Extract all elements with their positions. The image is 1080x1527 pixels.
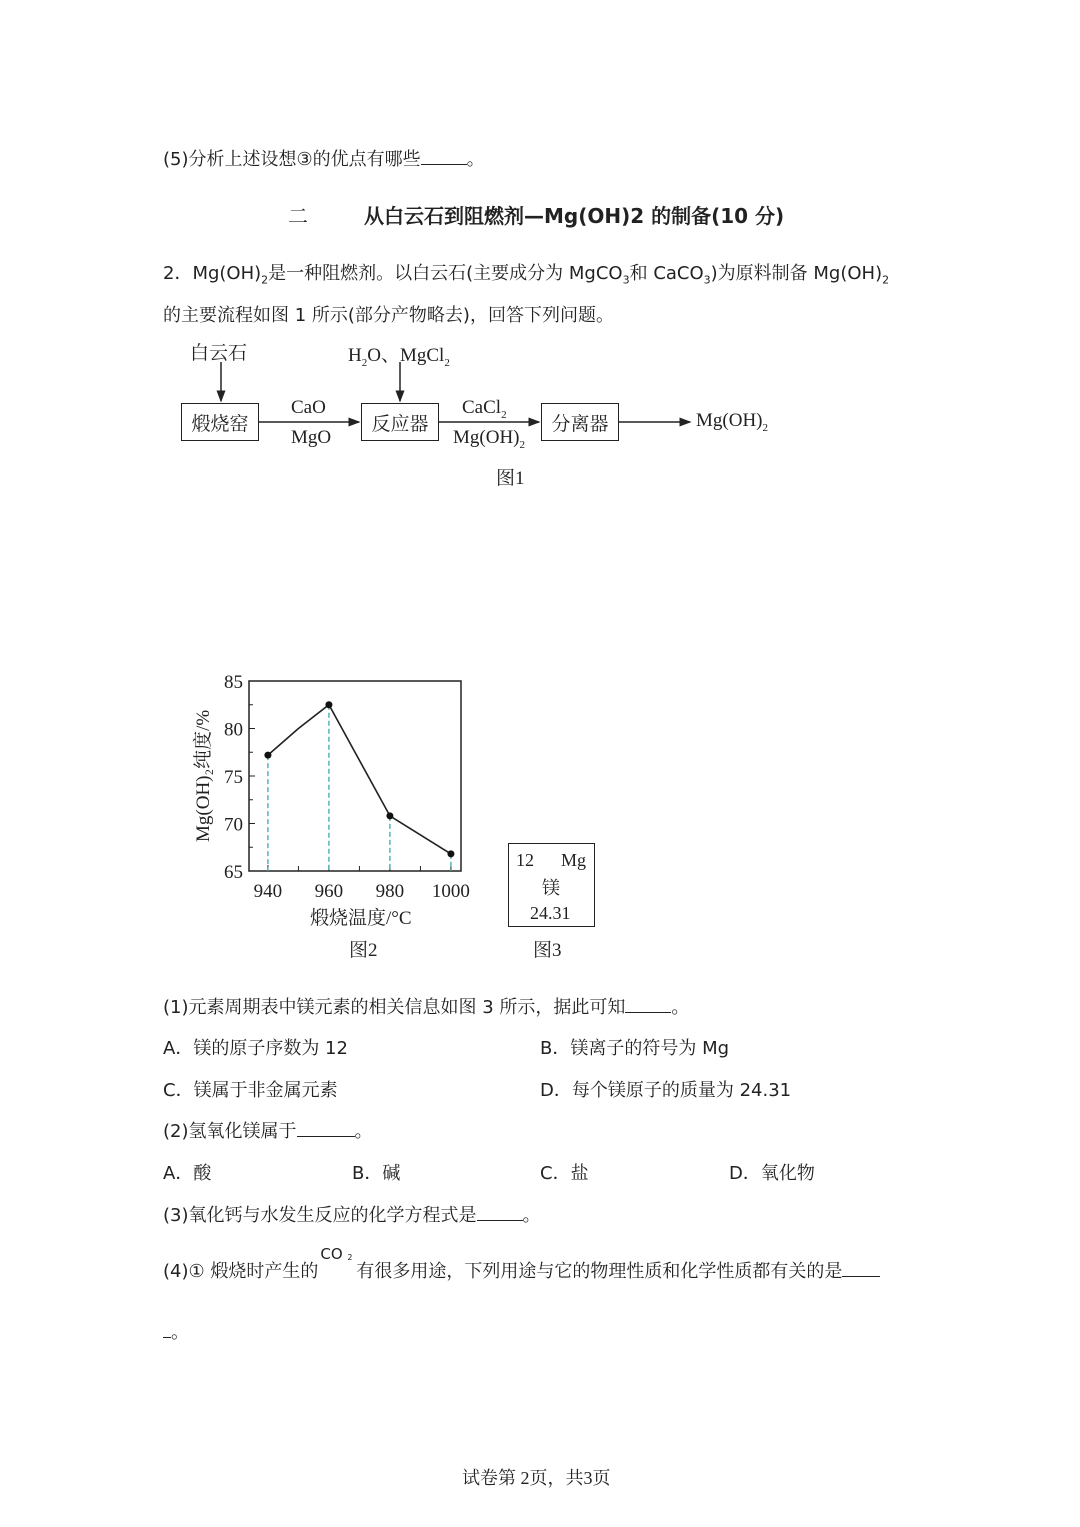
t: 。: [354, 1121, 373, 1142]
t: 是一种阻燃剂。以白云石(主要成分为 MgCO: [268, 263, 623, 284]
flow-box-separator: 分离器: [541, 403, 619, 441]
y-tick-label: 85: [224, 672, 243, 693]
t: CO: [320, 1245, 343, 1263]
figure-3-caption: 图3: [533, 940, 562, 961]
t: (4)① 煅烧时产生的: [163, 1261, 319, 1282]
flow-box-kiln: 煅烧窑: [181, 403, 259, 441]
plot-frame: [249, 681, 461, 871]
element-card-mg: [508, 843, 595, 927]
question-4-continued: [163, 1318, 189, 1344]
flow-input-reagents: $H_2O$、MgCl$_2$: [348, 345, 450, 369]
option-2d[interactable]: D．氧化物: [729, 1163, 815, 1184]
question-1: [163, 993, 689, 1019]
t: 2．Mg(OH): [163, 263, 262, 284]
question-2: [163, 1117, 373, 1143]
period: 。: [466, 149, 485, 170]
option-1c[interactable]: C．镁属于非金属元素: [163, 1080, 338, 1101]
option-1b[interactable]: B．镁离子的符号为 Mg: [540, 1038, 730, 1059]
data-point: [264, 752, 271, 759]
answer-blank: [163, 1323, 171, 1338]
element-symbol: Mg: [561, 850, 587, 870]
y-tick-label: 65: [224, 862, 243, 883]
t: (1)元素周期表中镁元素的相关信息如图 3 所示，据此可知: [163, 997, 626, 1018]
t: 有很多用途，下列用途与它的物理性质和化学性质都有关的是: [356, 1261, 843, 1282]
co2-formula: CO 2: [320, 1245, 353, 1263]
t: O、MgCl: [367, 345, 445, 366]
figure-1-caption: 图1: [496, 468, 525, 489]
y-tick-label: 75: [224, 767, 243, 788]
t: (3)氧化钙与水发生反应的化学方程式是: [163, 1205, 477, 1226]
section-title: 从白云石到阻燃剂—Mg(OH)2 的制备(10 分): [364, 204, 785, 228]
question-2-intro-line1: 2．$Mg(OH)_2$是一种阻燃剂。以白云石(主要成分为 MgCO$_3$和 CaCO$_3$)为原料制备 $Mg(OH)_2$: [163, 263, 890, 287]
t: )为原料制备 Mg(OH): [710, 263, 883, 284]
data-point: [447, 850, 454, 857]
answer-blank: [297, 1122, 355, 1137]
y-tick-label: 80: [224, 719, 243, 741]
page-footer: 试卷第 2页，共3页: [462, 1468, 611, 1488]
data-point: [325, 701, 332, 708]
question-4: [163, 1245, 880, 1283]
question-2-intro-line2: 的主要流程如图 1 所示(部分产物略去)，回答下列问题。: [163, 305, 614, 326]
answer-blank: [842, 1262, 880, 1277]
t: Mg(OH): [453, 427, 520, 448]
chart-xlabel: 煅烧温度/°C: [310, 908, 412, 929]
option-2c[interactable]: C．盐: [540, 1163, 589, 1184]
section-number: 二: [288, 204, 308, 228]
flow-input-dolomite: 白云石: [190, 343, 248, 364]
t: 。: [171, 1322, 189, 1343]
flow-label-cacl2: CaCl$_2$: [462, 397, 507, 421]
t: 。: [522, 1205, 541, 1226]
figure-2-caption: 图2: [349, 940, 378, 961]
flow-label-mgoh2: $Mg(OH)_2$: [453, 427, 525, 451]
option-2a[interactable]: A．酸: [163, 1163, 212, 1184]
x-tick-label: 940: [253, 881, 283, 902]
x-tick-label: 960: [314, 881, 344, 902]
flow-label-mgo: MgO: [291, 427, 332, 448]
flow-box-reactor: 反应器: [361, 403, 439, 441]
element-name: 镁: [542, 878, 560, 898]
t: Mg(OH): [696, 410, 763, 431]
x-tick-label: 980: [375, 881, 405, 902]
purity-line: [268, 705, 451, 854]
flow-output: $Mg(OH)_2$: [696, 410, 768, 434]
data-point: [386, 812, 393, 819]
x-tick-label: 1000: [431, 881, 470, 902]
answer-blank: [477, 1206, 523, 1221]
option-2b[interactable]: B．碱: [352, 1163, 401, 1184]
y-tick-label: 70: [224, 814, 243, 836]
t: (2)氢氧化镁属于: [163, 1121, 297, 1142]
t: CaCl: [462, 397, 502, 418]
t: 。: [671, 997, 690, 1018]
t: 和 CaCO: [629, 263, 704, 284]
answer-blank: [625, 998, 671, 1013]
question-text: (5)分析上述设想③的优点有哪些: [163, 149, 421, 170]
atomic-number: 12: [516, 850, 534, 870]
t: H: [348, 345, 362, 366]
question-3: [163, 1201, 541, 1227]
option-1a[interactable]: A．镁的原子序数为 12: [163, 1038, 348, 1059]
option-1d[interactable]: D．每个镁原子的质量为 24.31: [540, 1080, 792, 1101]
chart-ylabel: Mg(OH)₂纯度/%: [193, 709, 214, 842]
atomic-mass: 24.31: [530, 903, 571, 923]
flow-label-cao: CaO: [291, 397, 326, 418]
